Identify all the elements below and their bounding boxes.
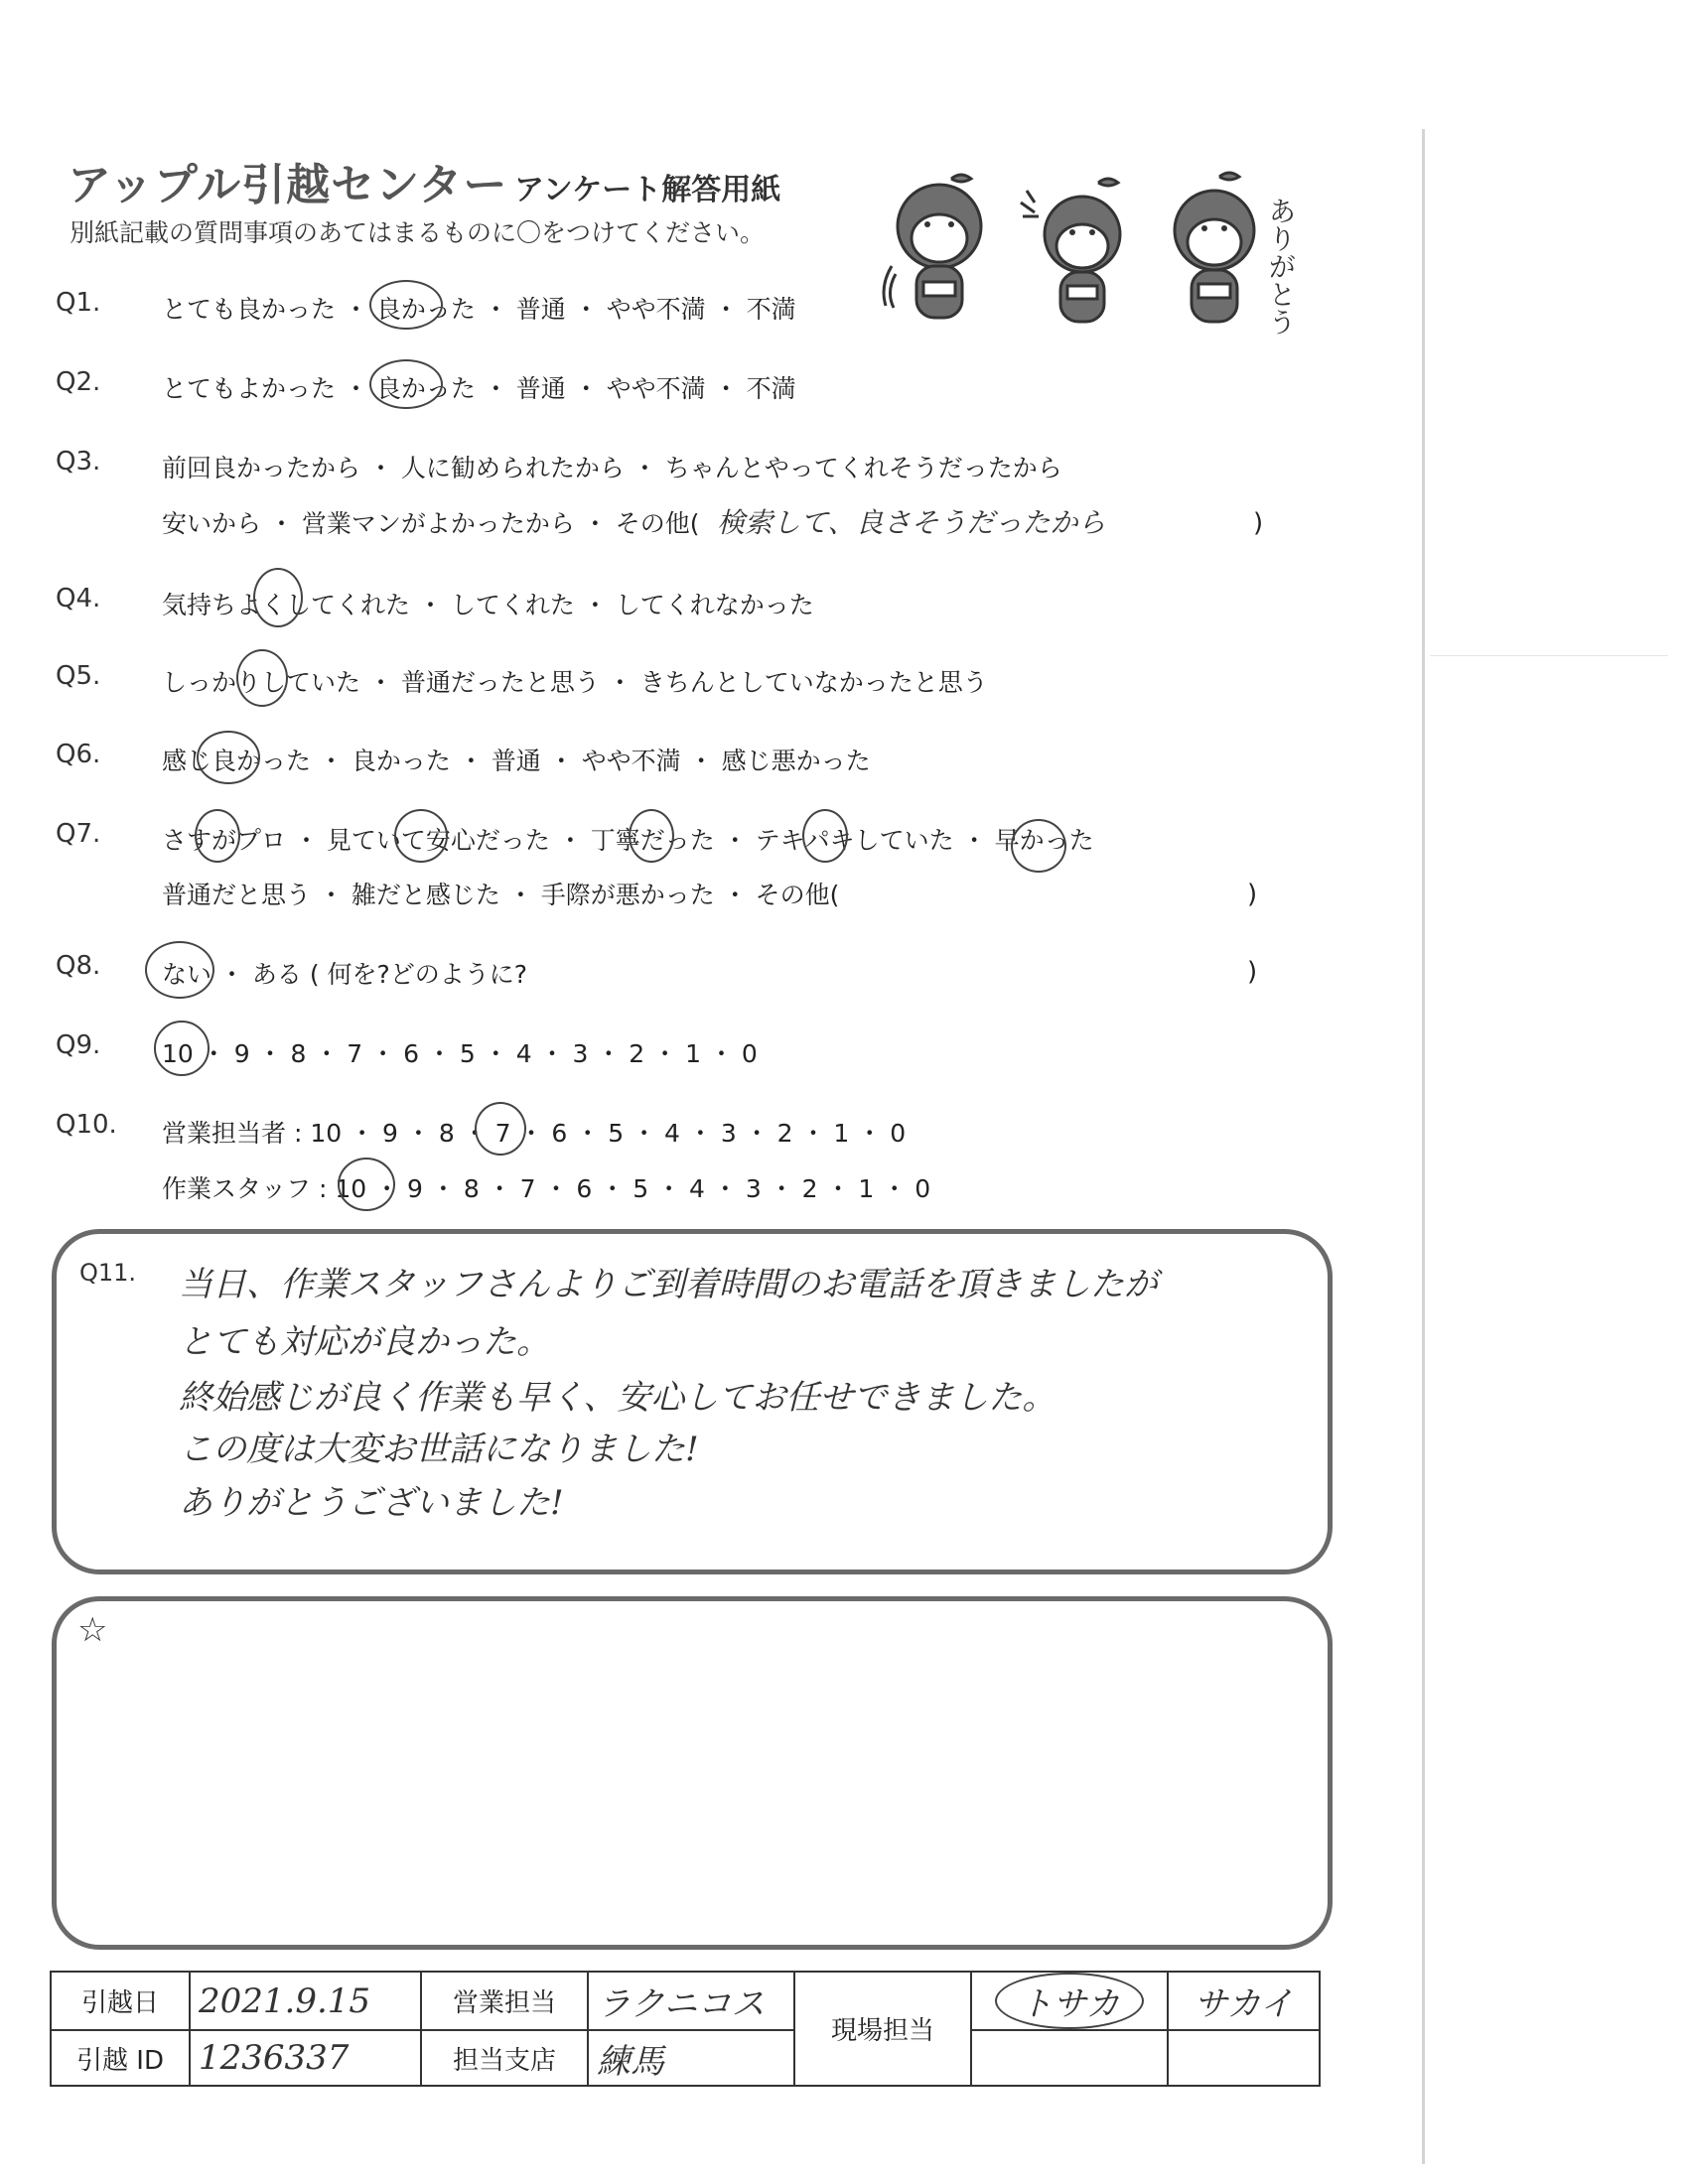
star-icon: ☆ (77, 1610, 108, 1650)
q1-label: Q1. (56, 288, 101, 318)
sales-rep-label: 営業担当 (421, 1972, 588, 2030)
branch-value: 練馬 (588, 2030, 794, 2086)
q7-options-line2: 普通だと思う ・ 雑だと感じた ・ 手際が悪かった ・ その他( (162, 881, 840, 909)
monkey-mascot-middle (1021, 179, 1120, 322)
q10-staff-options: 作業スタッフ : 10 ・ 9 ・ 8 ・ 7 ・ 6 ・ 5 ・ 4 ・ 3 ・ 2 ・ 1 ・ 0 (162, 1174, 931, 1203)
moving-info-table (50, 1971, 1321, 2087)
q3-other-answer: 検索して、良さそうだったから (717, 506, 1106, 539)
q6-label: Q6. (56, 740, 101, 769)
q1-answer-circle (369, 280, 443, 330)
q8-answer-circle (145, 941, 214, 999)
site-staff-2-value: サカイ (1168, 1972, 1320, 2030)
q6-options: 感じ良かった ・ 良かった ・ 普通 ・ やや不満 ・ 感じ悪かった (162, 747, 871, 775)
moving-id-label: 引越 ID (51, 2030, 190, 2086)
q3-options-line1: 前回良かったから ・ 人に勧められたから ・ ちゃんとやってくれそうだったから (162, 454, 1062, 482)
q11-comment-line-4: この度は大変お世話になりました! (179, 1430, 699, 1469)
scan-edge-mark (1430, 655, 1668, 656)
q7-label: Q7. (56, 819, 101, 849)
q7-options-line1: さすがプロ ・ 見ていて安心だった ・ 丁寧だった ・ テキパキしていた ・ 早かった (162, 826, 1094, 855)
monkey-mascot-right (1175, 173, 1254, 322)
q7-close-paren: ) (1247, 880, 1258, 909)
scan-edge-line (1422, 129, 1425, 2164)
q2-label: Q2. (56, 367, 101, 397)
q5-answer-circle (236, 649, 288, 707)
q11-comment-line-5: ありがとうございました! (179, 1483, 564, 1523)
q9-answer-circle (154, 1021, 210, 1076)
q11-comment-line-3: 終始感じが良く作業も早く、安心してお任せできました。 (179, 1378, 1056, 1418)
q7-answer-circle-4 (802, 809, 848, 863)
site-staff-1-value (971, 1972, 1168, 2030)
q2-answer-circle (369, 359, 443, 409)
form-subtitle: アンケート解答用紙 (514, 173, 781, 207)
q3-label: Q3. (56, 447, 101, 477)
q5-label: Q5. (56, 661, 101, 691)
q10-sales-options: 営業担当者 : 10 ・ 9 ・ 8 ・ 7 ・ 6 ・ 5 ・ 4 ・ 3 ・ 2 ・ 1 ・ 0 (162, 1119, 907, 1148)
q9-label: Q9. (56, 1030, 101, 1060)
branch-label: 担当支店 (421, 2030, 588, 2086)
moving-date-value: 2021.9.15 (190, 1972, 421, 2030)
q10-sales-answer-circle (475, 1102, 526, 1156)
site-staff-1-circle: トサカ (995, 1973, 1143, 2029)
q7-answer-circle-2 (394, 809, 448, 863)
q1-options: とても良かった ・ 良かった ・ 普通 ・ やや不満 ・ 不満 (162, 295, 796, 324)
q11-comment-line-2: とても対応が良かった。 (179, 1322, 550, 1362)
company-title: アップル引越センター (68, 160, 508, 210)
q11-comment-line-1: 当日、作業スタッフさんよりご到着時間のお電話を頂きましたが (179, 1265, 1158, 1304)
q10-label: Q10. (56, 1110, 117, 1140)
thanks-label: ありがとう (1264, 197, 1298, 336)
monkey-mascots-illustration (872, 167, 1329, 345)
monkey-mascot-left (884, 175, 981, 318)
q3-options-line2: 安いから ・ 営業マンがよかったから ・ その他( (162, 509, 700, 538)
q4-options: 気持ちよくしてくれた ・ してくれた ・ してくれなかった (162, 591, 814, 619)
q4-label: Q4. (56, 584, 101, 614)
q8-close-paren: ) (1247, 957, 1258, 987)
q10-staff-answer-circle (338, 1158, 395, 1211)
q8-label: Q8. (56, 951, 101, 981)
q9-options: 10 ・ 9 ・ 8 ・ 7 ・ 6 ・ 5 ・ 4 ・ 3 ・ 2 ・ 1 ・ 0 (162, 1039, 758, 1068)
q4-answer-circle (253, 568, 303, 627)
q7-answer-circle-3 (629, 809, 674, 863)
q7-answer-circle-1 (195, 809, 240, 863)
site-staff-label: 現場担当 (794, 1972, 971, 2086)
moving-date-label: 引越日 (51, 1972, 190, 2030)
sales-rep-value: ラクニコス (588, 1972, 794, 2030)
site-staff-empty-cell-1 (971, 2030, 1168, 2086)
q6-answer-circle (197, 731, 260, 784)
q5-options: しっかりしていた ・ 普通だったと思う ・ きちんとしていなかったと思う (162, 668, 988, 697)
star-note-box (52, 1596, 1333, 1950)
q2-options: とてもよかった ・ 良かった ・ 普通 ・ やや不満 ・ 不満 (162, 374, 796, 403)
instruction-text: 別紙記載の質問事項のあてはまるものに〇をつけてください。 (70, 218, 766, 247)
q3-close-paren: ) (1253, 508, 1264, 538)
moving-id-value: 1236337 (190, 2030, 421, 2086)
q11-label: Q11. (79, 1259, 137, 1287)
q7-answer-circle-5 (1011, 819, 1066, 873)
q8-options: ない ・ ある ( 何を?どのように? (162, 960, 528, 989)
site-staff-empty-cell-2 (1168, 2030, 1320, 2086)
